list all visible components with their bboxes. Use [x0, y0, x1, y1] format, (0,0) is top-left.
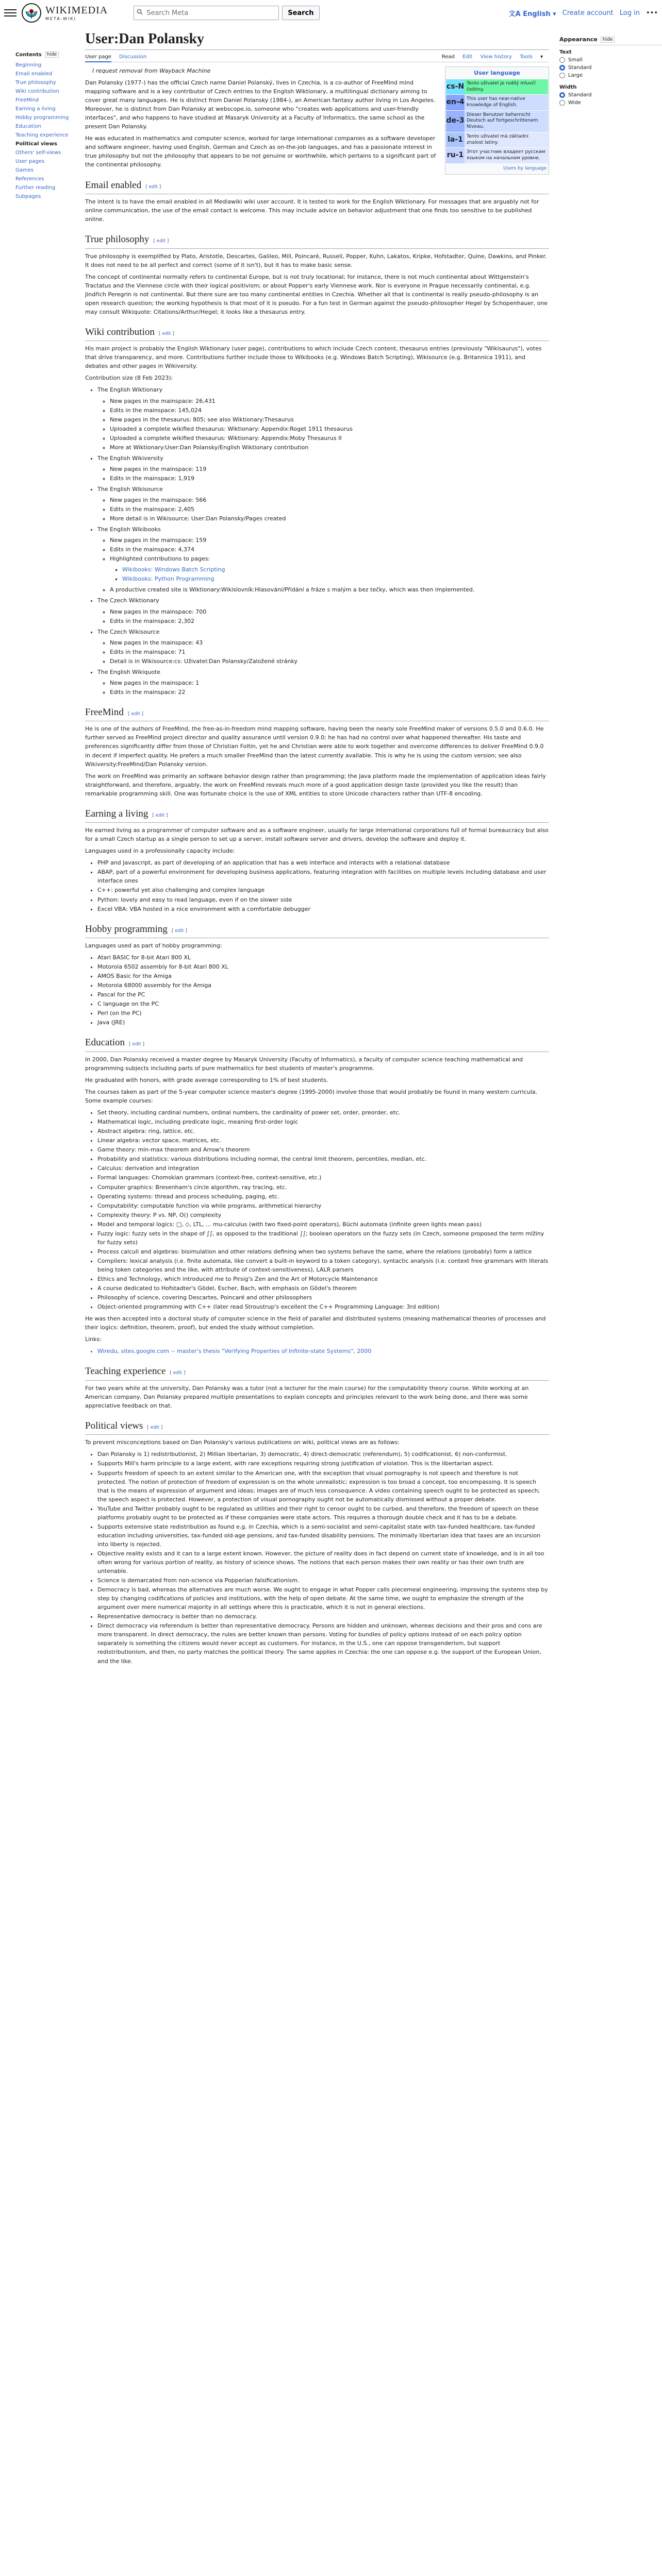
earning-lead: Languages used in a professionally capacity include: [85, 848, 235, 855]
list-item: • A course dedicated to Hofstadter's Gödel, Escher, Bach, with emphasis on Gödel's theorem [97, 1284, 549, 1293]
main-content [75, 26, 549, 1668]
list-item: • Model and temporal logics: □, ◇, LTL, ... mu-calculus (with two fixed-point operators), Büchi automata (infinite green lights mean pass) [97, 1220, 549, 1229]
list-item: • Supports Mill's harm principle to a large extent, with rare exceptions requiring strong justification of violation. This is the libertarian aspect. [97, 1459, 549, 1468]
project-name: The Czech Wikisource [97, 628, 160, 635]
edit-section-link[interactable]: edit [162, 331, 171, 336]
contribution-list [91, 385, 549, 696]
text-size-label: Text [559, 49, 572, 55]
stat-item: ◦ New pages in the mainspace: 1 [110, 679, 549, 687]
project-item [97, 596, 549, 625]
user-language-box [445, 66, 549, 175]
toc-item[interactable]: FreeMind [15, 97, 39, 103]
radio-icon [559, 73, 565, 78]
edit-section-link[interactable]: edit [173, 1370, 183, 1376]
earning-list [91, 858, 549, 913]
list-item[interactable]: • Wiredu, sites.google.com -- master's thesis "Verifying Properties of Infinite-state Systems", 2000 [97, 1347, 549, 1355]
stat-item: ◦ Uploaded a complete wikified thesaurus: Wiktionary: Appendix:Roget 1911 thesaurus [110, 425, 549, 433]
list-item: • ABAP, part of a powerful environment for developing business applications, featuring integration with facilities on multiple levels including database and user interface ones [97, 868, 549, 885]
language-text: Dieser Benutzer beherrscht Deutsch auf fortgeschrittenem Niveau. [467, 112, 538, 130]
radio-icon [559, 57, 565, 63]
sub-item [122, 565, 549, 574]
stat-item: ◦ More at Wiktionary:User:Dan Polansky/English Wiktionary contribution [110, 443, 549, 452]
translate-icon: 文A [508, 10, 523, 18]
list-item: • Abstract algebra: ring, lattice, etc. [97, 1127, 549, 1136]
stat-item: ◦ More detail is in Wikisource: User:Dan Polansky/Pages created [110, 514, 549, 523]
toc-item[interactable]: Others' self-views [15, 150, 61, 156]
project-name: The English Wikisource [97, 485, 163, 493]
list-item: • Pascal for the PC [97, 990, 549, 999]
list-item: • Mathematical logic, including predicate logic, meaning first-order logic [97, 1117, 549, 1126]
list-item: • Java (JRE) [97, 1018, 549, 1027]
list-item: • Supports extensive state redistribution as found e.g. in Czechia, which is a semi-socialist and semi-capitalist state with tax-funded healthcare, tax-funded education including universities, tax-funded old-age pensions, and tax-funded disability pensions. The minimally libertarian idea that taxes are an incursion into liberty is rejected. [97, 1522, 549, 1549]
toc-item[interactable]: Email enabled [15, 71, 53, 77]
toc-item[interactable]: References [15, 176, 44, 182]
sub-link[interactable]: Wikibooks: Windows Batch Scripting [122, 566, 225, 573]
stat-item: ◦ Edits in the mainspace: 145,024 [110, 406, 549, 415]
width-standard-option[interactable]: Standard [559, 92, 662, 98]
education-links [91, 1347, 549, 1355]
top-header [0, 0, 662, 26]
site-logo[interactable] [22, 3, 108, 23]
toc-item[interactable]: Wiki contribution [15, 89, 59, 94]
toc-item[interactable]: Earning a living [15, 106, 56, 112]
section-wiki-heading: Wiki contribution [ edit ] [85, 325, 549, 341]
section-freemind-heading: FreeMind [ edit ] [85, 705, 549, 721]
education-links-lead: Links: [85, 1336, 102, 1343]
toc-item[interactable]: Teaching experience [15, 132, 69, 138]
language-code[interactable]: de-3 [446, 111, 465, 132]
list-item: • Operating systems: thread and process scheduling, paging, etc. [97, 1192, 549, 1201]
userbox-row [446, 79, 548, 94]
heading-text: Teaching experience [85, 1366, 166, 1377]
list-item: • Computability: computable function via while programs, arithmetical hierarchy [97, 1201, 549, 1210]
userbox-row [446, 132, 548, 147]
toc-item[interactable]: Subpages [15, 194, 41, 199]
edit-section-link[interactable]: edit [155, 812, 165, 818]
project-name: The Czech Wiktionary [97, 597, 159, 604]
toc-item[interactable]: Education [15, 124, 41, 129]
text-standard-option[interactable]: Standard [559, 65, 662, 71]
toc-title: Contents [15, 52, 42, 58]
email-paragraph: The intent is to have the email enabled in all Mediawiki wiki user account. It is tested to work for the English Wiktionary. For messages that are arguably not for online communication, the use of the email contact is welcome. This may include advice on behavior adjustment that one finds too sensitive to be published online. [85, 198, 539, 223]
toc-item[interactable]: User pages [15, 159, 45, 164]
stat-item: ◦ Edits in the mainspace: 71 [110, 648, 549, 656]
list-item: • Objective reality exists and it can to a large extent known. However, the picture of reality does in fact depend on current state of knowledge, and is in all too often wrong for various portion of reality, as history of science shows. The notions that each person makes their own reality or has their own truth are untenable. [97, 1549, 549, 1575]
text-small-option[interactable]: Small [559, 57, 662, 63]
stat-item: ◦ Edits in the mainspace: 4,374 [110, 545, 549, 554]
list-item: • Ethics and Technology, which introduced me to Pirsig's Zen and the Art of Motorcycle Maintenance [97, 1275, 549, 1283]
userbox-title[interactable]: User language [474, 70, 520, 76]
project-item [97, 485, 549, 523]
stat-item: ◦ Edits in the mainspace: 1,919 [110, 474, 549, 483]
userbox-row [446, 95, 548, 110]
radio-selected-icon [559, 65, 565, 71]
intro-paragraph-1: Dan Polansky (1977-) has the official Czech name Daniel Polanský, lives in Czechia, is a co-author of FreeMind mind mapping software and is a key contributor of Czech entries to the English Wiktionary, a multilingual dictionary aiming to cover great many languages. He is distinct from Daniel Polansky (1984-), an American fantasy author living in Los Angeles. Moreover, he is distinct from Dan Polansky at webscope.io, someone who "creates web applications and user-friendly interfaces", and who happens to have studied at Masaryk University at a Faculty of Informatics, the same school as the present Dan Polansky. [85, 79, 436, 130]
stat-item: ◦ New pages in the mainspace: 43 [110, 638, 549, 647]
list-item: • Motorola 68000 assembly for the Amiga [97, 981, 549, 990]
more-options-icon[interactable]: ••• [646, 9, 658, 17]
language-code[interactable]: en-4 [446, 95, 465, 110]
appearance-panel [549, 26, 662, 1668]
project-item [97, 525, 549, 594]
heading-text: Earning a living [85, 808, 148, 819]
userbox-row [446, 148, 548, 163]
login-link[interactable]: Log in [619, 9, 640, 17]
logo-subtitle: META-WIKI [45, 16, 76, 21]
toc-item[interactable]: Beginning [15, 62, 42, 68]
users-by-language-link[interactable]: Users by language [503, 165, 547, 171]
stat-item: ◦ New pages in the thesaurus: 805; see also Wiktionary:Thesaurus [110, 415, 549, 424]
width-label: Width [559, 84, 577, 90]
language-code[interactable]: cs-N [446, 79, 465, 94]
intro-paragraph-2: He was educated in mathematics and computer science, worked for large international companies as a software developer and software engineer, having used English, German and Czech as on-the-job languages, and has a passionate interest in true philosophy but not the philosophy that appears to be not genuine or worthwhile, which pertains to a significant part of the continental philosophy. [85, 135, 436, 168]
radio-selected-icon [559, 92, 565, 98]
project-item [97, 628, 549, 666]
edit-section-link[interactable]: edit [156, 239, 166, 244]
list-item: • Set theory, including cardinal numbers, ordinal numbers, the cardinality of power set, order, preorder, etc. [97, 1108, 549, 1117]
list-item: • Science is demarcated from non-science via Popperian falsificationism. [97, 1576, 549, 1585]
language-label: English [523, 10, 551, 18]
stat-item: ◦ Highlighted contributions to pages: [110, 554, 549, 563]
heading-text: Hobby programming [85, 923, 168, 935]
list-item: • Linear algebra: vector space, matrices, etc. [97, 1136, 549, 1145]
logo-name: WIKIMEDIA [45, 4, 108, 16]
hobby-lead: Languages used as part of hobby programming: [85, 942, 222, 950]
stat-item: ◦ New pages in the mainspace: 119 [110, 465, 549, 473]
sub-link[interactable]: Wikibooks: Python Programming [122, 575, 214, 583]
radio-icon [559, 100, 565, 106]
heading-text: FreeMind [85, 706, 124, 718]
section-hobby-heading: Hobby programming [ edit ] [85, 922, 549, 938]
language-code[interactable]: la-1 [446, 132, 465, 147]
list-item: • Calculus: derivation and integration [97, 1164, 549, 1173]
search-button[interactable]: Search [282, 6, 319, 20]
tab-read[interactable]: Read [441, 54, 455, 60]
list-item: • C++: powerful yet also challenging and complex language [97, 886, 549, 894]
appearance-title: Appearance [559, 36, 598, 43]
list-item: • AMOS Basic for the Amiga [97, 972, 549, 980]
sub-item [122, 574, 549, 583]
section-philosophy-heading: True philosophy [ edit ] [85, 232, 549, 248]
list-item: • PHP and Javascript, as part of developing of an application that has a web interface and interacts with a relational database [97, 858, 549, 867]
philosophy-paragraph-1: True philosophy is exemplified by Plato, Aristotle, Descartes, Galileo, Mill, Poincaré, Russell, Popper, Kuhn, Lakatos, Kripke, Hofstadter, Quine, Dawkins, and Pinker. It does not need to be all perfect and correct (some of it isn't), but it has to make basic sense. [85, 252, 547, 268]
heading-text: Wiki contribution [85, 326, 155, 337]
list-item: • Complexity theory: P vs. NP, O() complexity [97, 1211, 549, 1219]
political-lead: To prevent misconceptions based on Dan Polansky's various publications on wiki, political views are as follows: [85, 1439, 400, 1446]
text-large-option[interactable]: Large [559, 73, 662, 78]
list-item: • Dan Polansky is 1) redistributionist, 2) Millian libertarian, 3) democratic, 4) direct-democratic (referendum), 5) codificationist, 6) non-conformist. [97, 1450, 549, 1459]
stat-item: ◦ Edits in the mainspace: 2,302 [110, 617, 549, 625]
list-item: • Python: lovely and easy to read language, even if on the slower side [97, 895, 549, 904]
tab-user-page[interactable]: User page [85, 54, 111, 62]
hatnote: I request removal from Wayback Machine [92, 67, 211, 74]
create-account-link[interactable]: Create account [562, 9, 614, 17]
stat-item: ◦ Uploaded a complete wikified thesaurus: Wiktionary: Appendix:Moby Thesaurus II [110, 434, 549, 443]
page-title: User:Dan Polansky [85, 31, 549, 50]
project-name: The English Wikibooks [97, 526, 161, 533]
philosophy-paragraph-2: The concept of continental normally refers to continental Europe, but is not truly locational; for instance, there is not much continental about Wittgenstein's Tractatus and the Viennese circle with their logical positivism; or about Popper's early Viennese work. Nor is everyone in Prague necessarily continental, e.g. Jindřich Peregrin is not continental. But there sure are too many continental entities in Czechia. Whether all that is continental is really pseudo-philosophy is an open research question; the working hypothesis is that most of it is pseudo. For a fun test in German against the pseudo-philosopher Hegel by Schopenhauer, one may consult Wikiquote: Citations/Arthur/Hegel; it looks like a thesaurus entry. [85, 273, 548, 315]
hobby-list [91, 953, 549, 1027]
list-item: • Formal languages: Chomskian grammars (context-free, context-sensitive, etc.) [97, 1173, 549, 1182]
project-name: The English Wikiversity [97, 454, 163, 462]
stat-item: ◦ Detail is in Wikisource:cs: Uživatel:Dan Polansky/Založené stránky [110, 657, 549, 666]
search-input[interactable] [134, 6, 279, 20]
language-text: Tento uživatel má základní znalost latiny. [467, 133, 528, 145]
edit-section-link[interactable]: edit [148, 184, 158, 190]
language-switcher[interactable]: 文A English ▾ [508, 10, 556, 18]
tab-discussion[interactable]: Discussion [119, 54, 147, 60]
project-item [97, 668, 549, 697]
heading-text: Education [85, 1037, 125, 1048]
table-of-contents [0, 26, 75, 1668]
edit-section-link[interactable]: edit [131, 711, 140, 717]
section-email-heading: Email enabled [ edit ] [85, 178, 549, 194]
list-item: • Motorola 6502 assembly for 8-bit Atari 800 XL [97, 962, 549, 971]
edit-section-link[interactable]: edit [132, 1042, 141, 1047]
education-paragraph-1: In 2000, Dan Polansky received a master degree by Masaryk University (Faculty of Informatics), a faculty of computer science teaching mathematical and programming subjects including parts of pure mathematics for best students of master's programme. [85, 1056, 523, 1072]
tab-edit[interactable]: Edit [462, 54, 473, 60]
language-text: Tento uživatel je rodilý mluvčí češtiny. [467, 81, 536, 92]
heading-text: Email enabled [85, 179, 142, 191]
heading-text: Political views [85, 1420, 143, 1431]
list-item: • Philosophy of science, covering Descartes, Poincaré and other philosophers [97, 1293, 549, 1302]
contribution-date: Contribution size (8 Feb 2023): [85, 375, 173, 382]
project-item [97, 385, 549, 451]
toc-item[interactable]: Political views [15, 141, 57, 147]
list-item: • Atari BASIC for 8-bit Atari 800 XL [97, 953, 549, 962]
toc-hide-button[interactable]: hide [45, 52, 59, 58]
list-item: • Representative democracy is better than no democracy. [97, 1612, 549, 1621]
section-teaching-heading: Teaching experience [ edit ] [85, 1364, 549, 1380]
education-paragraph-4: He was then accepted into a doctoral study of computer science in the field of parallel and distributed systems (meaning mathematical theories of processes and their logics: definition, theorem, proof), but ended the study without completion. [85, 1315, 546, 1331]
stat-item: ◦ A productive created site is Wiktionary:Wikislovník:Hlasování/Přidání a fráze s malým a bez tečky, which was then implemented. [110, 585, 549, 594]
list-item: • YouTube and Twitter probably ought to be regulated as utilities and their right to censor ought to be curbed, and therefore, the freedom of speech on these platforms probably ought to be protected as if these companies were state actors. This requires a thorough double check and it has to be a debate. [97, 1504, 549, 1522]
list-item: • Supports freedom of speech to an extent similar to the American one, with the exception that visual pornography is not speech and therefore is not protected. The notion of protection of freedom of expression is on the whole unrealistic; expression is too broad a concept, too encompassing. It is speech that is the means of expression of argument and ideas; images are of much less consequence. A video containing speech ought to be protected as speech; the speech aspect is protected. However, a protection of visual pornography ought not be automatically dismissed without a proper debate. [97, 1469, 549, 1504]
main-menu-icon[interactable] [4, 7, 16, 19]
section-education-heading: Education [ edit ] [85, 1035, 549, 1052]
list-item: • Democracy is bad, whereas the alternatives are much worse. We ought to engage in what Popper calls piecemeal engineering, improving the systems step by step by changing codifications of policies and institutions, with the help of open debate. At the same time, we ought to emphasize the strength of the argument over mere numerical majority in all settings where this is practicable, which it is not in general elections. [97, 1585, 549, 1612]
stat-item: ◦ Edits in the mainspace: 2,405 [110, 505, 549, 514]
education-paragraph-2: He graduated with honors, with grade average corresponding to 1% of best students. [85, 1077, 328, 1083]
list-item: • Compilers: lexical analysis (i.e. finite automata, like convert a built-in keyword to a token category), syntactic analysis (i.e. context free grammars with literals being token categories and the like, with attribute of context-sensitiveness), LALR parsers [97, 1257, 549, 1274]
tab-view-history[interactable]: View history [480, 54, 512, 60]
toc-item[interactable]: True philosophy [15, 80, 56, 86]
teaching-paragraph: For two years while at the university, Dan Polansky was a tutor (not a lecturer for the main course) for the computability theory course. While working at an American company, Dan Polansky prepared multiple presentations to explain concepts and principles relevant to the work being done, and there was some appreciative feedback on that. [85, 1384, 529, 1409]
earning-paragraph: He earned living as a programmer of computer software and as a software engineer, usually for large international corporations full of formal bureaucracy but also for a small Czech startup as a single person to set up a server, install software server and drivers, develop the software and deploy it. [85, 827, 549, 843]
courses-list [91, 1108, 549, 1311]
language-code[interactable]: ru-1 [446, 148, 465, 163]
freemind-paragraph-2: The work on FreeMind was primarily an software behavior design rather than programming; the Java platform made the implementation of application ideas fairly straightforward, and therefore, arguably, the work on FreeMind reveals much more of a good application design taste (provided you like the result) than remarkable programming skill. One was fortunate choice is the use of XML entities to store Unicode characters rather than UTF-8 encoding. [85, 772, 546, 797]
list-item: • Process calculi and algebras: bisimulation and other relations defining when two systems behave the same, where the relations (probably) form a lattice [97, 1247, 549, 1256]
list-item: • Direct democracy via referendum is better than representative democracy. Persons are hidden and unknown, whereas decisions and their pros and cons are more transparent. In direct democracy, the rules are better known than persons. Voting for bundles of policy options instead of on each policy option separately is something the citizens would never accept as customers. For instance, in the U.S., one can oppose transgenderism, but support redistributionism, and then, no party matches the political theory. The same applies in Czechia: the one can oppose e.g. the support of the European Union, and the like. [97, 1621, 549, 1665]
edit-section-link[interactable]: edit [150, 1425, 160, 1430]
project-name: The English Wiktionary [97, 386, 163, 394]
list-item: • Perl (on the PC) [97, 1009, 549, 1018]
language-text: Этот участник владеет русским языком на начальном уровне. [467, 149, 545, 161]
education-paragraph-3: The courses taken as part of the 5-year computer science master's degree (1995-2000) involve those that would probably be found in many western curricula. Some example courses: [85, 1089, 538, 1105]
wikimedia-logo-icon [22, 3, 41, 23]
list-item: • Object-oriented programming with C++ (later read Stroustrup's excellent the C++ Programming Language: 3rd edition) [97, 1302, 549, 1311]
list-item: • Excel VBA: VBA hosted in a nice environment with a comfortable debugger [97, 905, 549, 913]
list-item: • Game theory: min-max theorem and Arrow's theorem [97, 1145, 549, 1154]
language-text: This user has near-native knowledge of English. [467, 96, 525, 108]
stat-item: ◦ Edits in the mainspace: 22 [110, 688, 549, 697]
list-item: • Fuzzy logic: fuzzy sets in the shape of ∫∫, as opposed to the traditional ∫∫; boolean operators on the fuzzy sets (in Czech, someone proposed the term mlžiny for fuzzy sets) [97, 1229, 549, 1247]
userbox-row [446, 111, 548, 132]
toc-item[interactable]: Games [15, 167, 34, 173]
section-earning-heading: Earning a living [ edit ] [85, 806, 549, 823]
freemind-paragraph-1: He is one of the authors of FreeMind, the free-as-in-freedom mind mapping software, having been the nearly sole FreeMind maker of versions 0.5.0 and 0.6.0. He further served as FreeMind project director and quality assurance until version 0.9.0; he has had no control over what happened thereafter. His taste and preferences significantly differ from those of Christian Foltin, yet he and Christian were able to work together and overcome differences to deliver FreeMind 0.9.0 in decent if imperfect quality. He prefers a much smaller FreeMind than the latest currently available. This is why he is using the custom version; see also Wikiversity:FreeMind/Dan Polansky version. [85, 725, 544, 768]
stat-item: ◦ New pages in the mainspace: 566 [110, 496, 549, 504]
tab-tools[interactable]: Tools ▾ [520, 54, 543, 60]
stat-item: ◦ New pages in the mainspace: 26,431 [110, 397, 549, 405]
edit-section-link[interactable]: edit [175, 928, 184, 934]
stat-item: ◦ New pages in the mainspace: 159 [110, 536, 549, 545]
toc-item[interactable]: Further reading [15, 185, 56, 191]
page-tabs [85, 51, 549, 62]
stat-item: ◦ New pages in the mainspace: 700 [110, 607, 549, 616]
political-list [91, 1450, 549, 1665]
list-item: • C language on the PC [97, 999, 549, 1008]
tools-label: Tools [520, 54, 533, 60]
project-item [97, 454, 549, 483]
toc-item[interactable]: Hobby programming [15, 115, 69, 121]
search-icon [137, 9, 143, 15]
appearance-hide-button[interactable]: hide [601, 37, 615, 43]
list-item: • Computer graphics: Bresenham's circle algorithm, ray tracing, etc. [97, 1183, 549, 1192]
width-wide-option[interactable]: Wide [559, 100, 662, 106]
wiki-paragraph-1: His main project is probably the English Wiktionary (user page), contributions to which include Czech content, thesaurus entries (previously "Wikisaurus"), votes that drive transparency, and more. Contributions further include those to Wikibooks (e.g. Windows Batch Scripting), Wikisource (e.g. Britannica 1911), and debates and other pages in Wikiversity. [85, 345, 542, 370]
project-name: The English Wikiquote [97, 668, 161, 675]
list-item: • Probability and statistics: various distributions including normal, the central limit theorem, percentiles, median, etc. [97, 1155, 549, 1163]
heading-text: True philosophy [85, 234, 150, 245]
section-political-heading: Political views [ edit ] [85, 1418, 549, 1435]
